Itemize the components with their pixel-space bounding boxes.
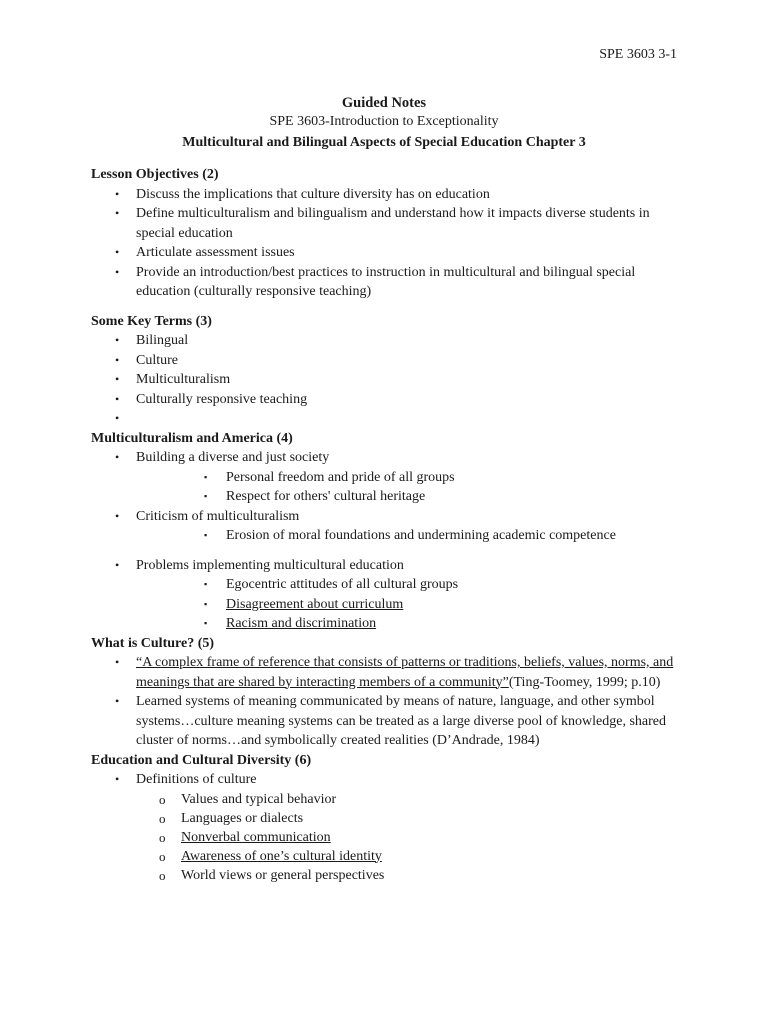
square-bullet-icon: ▪ <box>204 598 208 609</box>
bullet-icon: • <box>115 333 120 347</box>
multiculturalism-list <box>91 448 681 468</box>
sub-list-item: ▪ Egocentric attitudes of all cultural groups <box>91 575 681 595</box>
list-item: • Articulate assessment issues <box>91 243 681 263</box>
bullet-icon: • <box>115 694 120 708</box>
education-list <box>91 770 681 790</box>
bullet-icon: • <box>115 186 120 201</box>
circle-bullet-icon: o <box>159 829 166 845</box>
list-item: • Problems implementing multicultural education <box>91 556 681 576</box>
circle-bullet-icon: o <box>159 867 166 883</box>
square-bullet-icon: ▪ <box>204 491 208 501</box>
sub-list-item: o Languages or dialects <box>159 810 304 826</box>
bullet-icon: • <box>115 352 120 367</box>
objectives-list <box>91 185 681 302</box>
bullet-icon: • <box>115 391 120 406</box>
section-heading-education: Education and Cultural Diversity (6) <box>91 752 312 768</box>
sub-list-item: o Awareness of one’s cultural identity <box>159 848 382 864</box>
list-item: • Definitions of culture <box>91 770 681 790</box>
list-item: • Provide an introduction/best practices to instruction in multicultural and bilingual special education (culturally responsive teaching) <box>115 264 636 299</box>
chapter-title: Multicultural and Bilingual Aspects of Special Education Chapter 3 <box>182 135 586 150</box>
title-block <box>0 94 768 152</box>
section-heading-culture: What is Culture? (5) <box>91 635 215 651</box>
sub-list-item: ▪ Racism and discrimination <box>91 614 681 634</box>
sub-list <box>91 575 681 634</box>
list-item: • Bilingual <box>91 331 681 351</box>
culture-quote-citation: (Ting-Toomey, 1999; p.10) <box>508 674 661 690</box>
sub-list-item: ▪ Erosion of moral foundations and undermining academic competence <box>91 526 681 546</box>
bullet-icon: • <box>115 450 120 464</box>
sub-list-item: ▪ Personal freedom and pride of all groups <box>91 468 681 488</box>
bullet-icon: • <box>115 655 120 669</box>
square-bullet-icon: ▪ <box>204 530 208 540</box>
square-bullet-icon: ▪ <box>204 579 208 589</box>
list-item <box>91 653 681 692</box>
culture-quote: “A complex frame of reference that consists of patterns or traditions, beliefs, values, norms, and meanings that are shared by interacting members of a community” <box>136 655 674 690</box>
list-item: • Define multiculturalism and bilingualism and understand how it impacts diverse students in special education <box>115 206 650 241</box>
bullet-icon: • <box>115 206 120 220</box>
list-item: • Culturally responsive teaching <box>91 390 681 410</box>
page-header-code: SPE 3603 3-1 <box>599 47 677 62</box>
list-item: • Culture <box>91 351 681 371</box>
section-heading-multiculturalism: Multiculturalism and America (4) <box>91 430 293 446</box>
notes-content <box>91 165 681 885</box>
list-item: • Discuss the implications that culture diversity has on education <box>91 185 681 205</box>
sub-list-item: o Nonverbal communication <box>159 829 331 845</box>
culture-list <box>91 653 681 751</box>
sub-list <box>91 526 681 546</box>
sub-list-item: ▪ Respect for others' cultural heritage <box>91 487 681 507</box>
section-heading-key-terms: Some Key Terms (3) <box>91 313 212 329</box>
list-item: • Multiculturalism <box>91 370 681 390</box>
bullet-icon: • <box>115 772 120 786</box>
section-heading-objectives: Lesson Objectives (2) <box>91 167 219 182</box>
document-title: Guided Notes <box>341 95 427 111</box>
circle-bullet-icon: o <box>159 810 166 826</box>
bullet-icon: • <box>115 264 120 279</box>
bullet-icon: • <box>115 508 120 523</box>
bullet-icon: • <box>115 245 120 259</box>
circle-bullet-icon: o <box>159 848 166 864</box>
sub-list-item: o World views or general perspectives <box>159 867 385 883</box>
sub-list <box>91 468 681 507</box>
list-item: • Learned systems of meaning communicated by means of nature, language, and other symbol systems…culture meaning systems can be treated as a large diverse pool of knowledge, shared cluster of norms…and symbolically created realities (D’Andrade, 1984) <box>115 694 667 748</box>
list-item: • Criticism of multiculturalism <box>91 507 681 527</box>
bullet-icon: • <box>115 411 120 425</box>
course-title: SPE 3603-Introduction to Exceptionality <box>269 114 499 129</box>
definitions-sub-list <box>91 790 681 885</box>
bullet-icon: • <box>115 557 120 572</box>
sub-list-item: o Values and typical behavior <box>159 791 337 807</box>
square-bullet-icon: ▪ <box>204 471 208 482</box>
key-terms-list <box>91 331 681 429</box>
bullet-icon: • <box>115 372 120 386</box>
list-item: • Building a diverse and just society <box>91 448 681 468</box>
list-item-empty <box>91 409 681 429</box>
circle-bullet-icon: o <box>159 791 166 807</box>
sub-list-item: ▪ Disagreement about curriculum <box>91 595 681 615</box>
square-bullet-icon: ▪ <box>204 618 208 628</box>
